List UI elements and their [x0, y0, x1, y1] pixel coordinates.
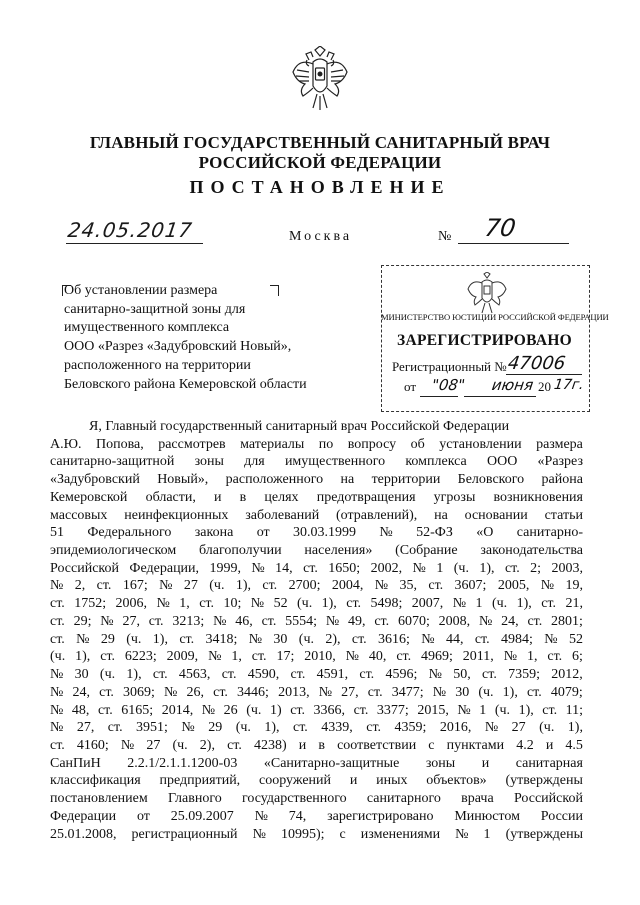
body-line: № 2, ст. 167; № 27 (ч. 1), ст. 2700; 2004, № 35, ст. 3607; 2005, № 19, [50, 578, 583, 594]
body-line: 51 Федерального закона от 30.03.1999 № 52-ФЗ «О санитарно- [50, 525, 583, 541]
body-line: № 30 (ч. 1), ст. 4563, ст. 4590, ст. 4591, ст. 4596; № 50, ст. 7359; 2012, [50, 667, 583, 683]
body-line: А.Ю. Попова, рассмотрев материалы по вопросу об установлении размера [50, 436, 583, 452]
reg-month-underline [464, 396, 536, 397]
russian-coat-of-arms-icon [289, 46, 351, 114]
reg-day-underline [420, 396, 458, 397]
issuing-authority: ГЛАВНЫЙ ГОСУДАРСТВЕННЫЙ САНИТАРНЫЙ ВРАЧ [89, 133, 551, 152]
subject-line: санитарно-защитной зоны для [64, 301, 246, 317]
date-underline [66, 243, 203, 244]
decree-city: Москва [289, 229, 353, 244]
reg-number-underline [506, 374, 582, 375]
body-line: массовых неинфекционных заболеваний (отравлений), на основании статьи [50, 507, 583, 523]
subject-line: Об установлении размера [64, 283, 218, 298]
stamp-reg-year-prefix: 20 [538, 379, 551, 394]
decree-body [50, 418, 583, 843]
body-line: «Задубровский Новый», расположенного на территории Беловского района [50, 472, 583, 488]
body-line: постановлением Главного государственного санитарного врача Российской [50, 791, 583, 807]
stamp-reg-label: Регистрационный № [392, 359, 507, 374]
document-type-title: ПОСТАНОВЛЕНИЕ [189, 177, 451, 197]
stamp-reg-day: "08" [430, 376, 467, 394]
body-line: эпидемиологическом благополучии населения» (Собрание законодательства [50, 543, 583, 559]
body-line: (ч. 1), ст. 6223; 2009, № 1, ст. 17; 2010, № 40, ст. 4969; 2011, № 1, ст. 6; [50, 649, 583, 665]
body-line: СанПиН 2.2.1/2.1.1.1200-03 «Санитарно-защитные зоны и санитарная [50, 755, 583, 771]
body-line: 25.01.2008, регистрационный № 10995); с изменениями № 1 (утверждены [50, 826, 583, 842]
decree-number-label: № [438, 229, 452, 244]
issuing-authority-country: РОССИЙСКОЙ ФЕДЕРАЦИИ [198, 153, 442, 172]
stamp-reg-month: июня [490, 376, 535, 394]
body-line: Федерации от 25.09.2007 № 74, зарегистрировано Минюстом России [50, 808, 583, 824]
number-underline [458, 243, 569, 244]
subject-line: расположенного на территории [64, 357, 251, 373]
decree-date: 24.05.2017 [66, 218, 195, 242]
stamp-reg-number: 47006 [506, 353, 567, 374]
subject-line: Беловского района Кемеровской области [64, 376, 307, 392]
body-line: ст. № 29 (ч. 1), ст. 3418; № 30 (ч. 2), ст. 3616; № 44, ст. 4984; № 52 [50, 631, 583, 647]
body-line: Кемеровской области, и в целях предотвращения угрозы возникновения [50, 489, 583, 505]
body-line: № 27, ст. 3951; № 29 (ч. 1), ст. 4339, ст. 4359; 2016, № 27 (ч. 1), [50, 720, 583, 736]
decree-number: 70 [483, 214, 518, 242]
stamp-reg-year-suffix: 17г. [552, 377, 585, 393]
body-line: № 24, ст. 3069; № 26, ст. 3446; 2013, № 27, ст. 3477; № 30 (ч. 1), ст. 4079; [50, 684, 583, 700]
body-line: классификация предприятий, сооружений и иных объектов» (утверждены [50, 773, 583, 789]
stamp-status: ЗАРЕГИСТРИРОВАНО [396, 332, 573, 349]
decree-subject [64, 282, 334, 394]
body-line: ст. 4160; № 27 (ч. 2), ст. 4238) и в соответствии с пунктами 4.2 и 4.5 [50, 737, 583, 753]
subject-line: ООО «Разрез «Задубровский Новый», [64, 339, 292, 355]
body-line: ст. 29; № 27, ст. 3213; № 46, ст. 5554; № 49, ст. 6070; 2008, № 24, ст. 2801; [50, 613, 583, 629]
body-line: ст. 1752; 2006, № 1, ст. 10; № 52 (ч. 1), ст. 5498; 2007, № 1 (ч. 1), ст. 21, [50, 596, 583, 612]
stamp-coat-of-arms-icon [465, 272, 509, 316]
stamp-ministry: МИНИСТЕРСТВО ЮСТИЦИИ РОССИЙСКОЙ ФЕДЕРАЦИИ [381, 312, 609, 322]
body-line: Российской Федерации, 1999, № 14, ст. 1650; 2002, № 1 (ч. 1), ст. 2; 2003, [50, 560, 583, 576]
subject-line: имущественного комплекса [64, 320, 230, 336]
body-line: № 48, ст. 6165; 2014, № 26 (ч. 1) ст. 3366, ст. 3377; 2015, № 1 (ч. 1), ст. 11; [50, 702, 583, 718]
stamp-date-prefix: от [404, 379, 417, 394]
body-line: санитарно-защитной зоны для имущественного комплекса ООО «Разрез [50, 454, 583, 470]
body-line: Я, Главный государственный санитарный врач Российской Федерации [89, 419, 510, 434]
